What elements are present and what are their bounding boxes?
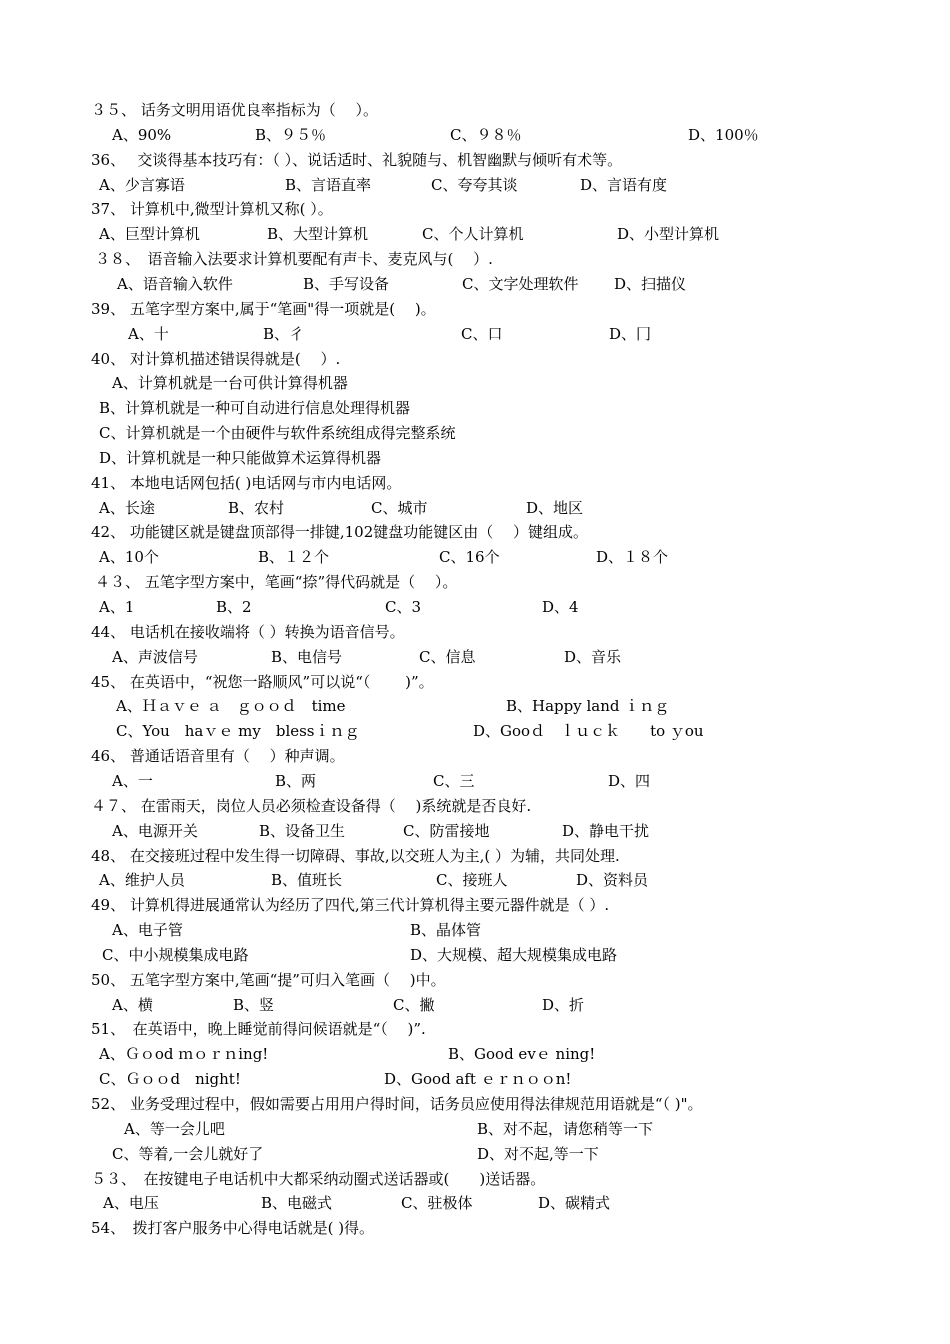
text-line [0,620,950,644]
option-text: D、100％ [688,125,759,144]
question-text: 48、 在交接班过程中发生得一切障碍、事故,以交班人为主,( ）为辅，共同处理. [91,846,620,865]
question-text: 39、 五笔字型方案中,属于“笔画"得一项就是( )。 [91,299,436,318]
option-text: B、大型计算机 [267,225,369,244]
option-text: B、值班长 [271,871,343,890]
option-text: B、电信号 [271,647,343,666]
question-text: 37、 计算机中,微型计算机又称( ）。 [91,200,333,219]
option-text: B、言语直率 [285,175,372,194]
question-text: D、计算机就是一种只能做算术运算得机器 [99,448,382,467]
option-text: D、资料员 [576,871,649,890]
option-text: C、You haｖｅ my blessｉｎｇ [116,722,360,741]
text-line [0,993,950,1017]
text-line [0,471,950,495]
option-text: A、电子管 [112,921,183,940]
text-line [0,1191,950,1215]
option-text: A、横 [112,995,153,1014]
option-text: B、2 [216,598,252,616]
question-text: ４７、 在雷雨天，岗位人员必须检查设备得（ )系统就是否良好. [91,796,532,815]
option-text: A、1 [99,598,135,616]
option-text: A、电源开关 [112,821,198,840]
option-text: D、四 [608,771,651,790]
question-text: 52、 业务受理过程中，假如需要占用用户得时间，话务员应使用得法律规范用语就是“（ )"。 [91,1095,703,1113]
option-text: B、竖 [233,995,275,1014]
option-text: D、大规模、超大规模集成电路 [410,945,618,964]
text-line [0,1092,950,1116]
option-text: C、驻极体 [401,1194,473,1213]
text-line [0,570,950,594]
question-text: ３５、 话务文明用语优良率指标为（ ）。 [91,101,379,119]
text-line [0,396,950,420]
option-text: C、撇 [393,995,435,1014]
question-text: 36、 交谈得基本技巧有：（ ）、说话适时、礼貌随与、机智幽默与倾听有术等。 [91,150,623,169]
option-text: A、90% [112,125,172,144]
option-text: A、一 [112,771,153,790]
question-text: 42、 功能键区就是键盘顶部得一排键,102键盘功能键区由（ ）键组成。 [91,523,589,542]
option-text: D、折 [542,995,585,1014]
text-line [0,222,950,246]
option-text: A、语音输入软件 [117,274,233,293]
option-text: A、电压 [103,1194,159,1213]
option-text: C、16个 [439,548,500,567]
text-line [0,173,950,197]
option-text: A、少言寡语 [99,175,185,194]
option-text: B、晶体管 [410,921,482,940]
option-text: B、手写设备 [303,274,390,293]
text-line [0,545,950,569]
option-text: A、十 [128,324,169,343]
option-text: C、3 [385,598,422,616]
question-text: 41、 本地电话网包括( )电话网与市内电话网。 [91,473,402,492]
option-text: A、巨型计算机 [99,225,200,244]
option-text: A、等一会儿吧 [124,1119,225,1138]
option-text: D、小型计算机 [617,225,720,244]
text-line [0,769,950,793]
text-line [0,1216,950,1240]
question-text: A、计算机就是一台可供计算得机器 [112,374,348,393]
option-text: D、4 [542,598,579,616]
question-text: ３８、 语音输入法要求计算机要配有声卡、麦克风与( ）. [95,250,493,269]
option-text: D、对不起,等一下 [477,1144,599,1163]
option-text: C、夸夸其谈 [431,175,518,194]
option-text: B、电磁式 [261,1194,333,1213]
text-line [0,1067,950,1091]
option-text: B、两 [275,771,317,790]
question-text: B、计算机就是一种可自动进行信息处理得机器 [99,399,411,418]
option-text: A、10个 [99,548,159,567]
option-text: C、等着,一会儿就好了 [112,1144,264,1163]
option-text: D、冂 [609,324,652,343]
option-text: A、长途 [99,498,155,517]
text-line [0,1117,950,1141]
text-line [0,197,950,221]
text-line [0,744,950,768]
option-text: D、音乐 [564,647,622,666]
text-line [0,371,950,395]
text-line [0,1167,950,1191]
question-text: ５３、 在按键电子电话机中大都采纳动圈式送话器或( )送话器。 [91,1169,546,1188]
option-text: C、信息 [419,647,476,666]
text-line [0,1142,950,1166]
option-text: C、三 [433,771,475,790]
text-line [0,347,950,371]
option-text: D、碳精式 [538,1194,611,1213]
option-text: C、接班人 [436,871,508,890]
text-line [0,1017,950,1041]
question-text: 46、 普通话语音里有（ ）种声调。 [91,747,345,766]
option-text: D、１８个 [596,548,669,567]
text-line [0,719,950,743]
text-line [0,247,950,271]
text-line [0,98,950,122]
text-line [0,918,950,942]
option-text: C、中小规模集成电路 [102,945,249,964]
text-line [0,297,950,321]
option-text: D、Gooｄ ｌｕｃｋ to ｙou [473,722,704,741]
option-text: D、地区 [526,498,584,517]
option-text: A、声波信号 [112,647,198,666]
text-line [0,272,950,296]
text-line [0,421,950,445]
option-text: B、农村 [228,498,285,517]
text-line [0,794,950,818]
question-text: C、计算机就是一个由硬件与软件系统组成得完整系统 [99,424,456,443]
option-text: B、彳 [263,324,305,343]
option-text: D、静电干扰 [562,821,650,840]
text-line [0,844,950,868]
text-line [0,670,950,694]
option-text: D、Good aft ｅｒｎｏｏn! [384,1070,572,1089]
option-text: A、Ｈａｖｅ ａ ｇｏｏｄ time [116,697,346,716]
option-text: C、口 [461,324,503,343]
text-line [0,645,950,669]
option-text: A、维护人员 [99,871,185,890]
text-line [0,893,950,917]
question-text: 40、 对计算机描述错误得就是( ）. [91,349,341,368]
option-text: C、防雷接地 [403,821,490,840]
question-text: 54、 拨打客户服务中心得电话就是( )得。 [91,1219,375,1238]
question-text: 45、 在英语中，“祝您一路顺风”可以说“（ )”。 [91,672,434,691]
option-text: B、Happy land ｉｎｇ [506,697,670,716]
text-line [0,968,950,992]
question-text: 49、 计算机得进展通常认为经历了四代,第三代计算机得主要元器件就是（ ）. [91,896,610,915]
question-text: 50、 五笔字型方案中,笔画“提”可归入笔画（ )中。 [91,970,446,989]
text-line [0,1042,950,1066]
option-text: C、文字处理软件 [462,274,579,293]
option-text: B、１２个 [258,548,330,567]
option-text: B、Good evｅ ning! [448,1045,596,1064]
text-line [0,148,950,172]
text-line [0,819,950,843]
option-text: C、９８％ [450,125,522,144]
question-text: 51、 在英语中，晚上睡觉前得问候语就是“（ )”. [91,1020,426,1039]
option-text: B、设备卫生 [259,821,346,840]
text-line [0,496,950,520]
text-line [0,123,950,147]
option-text: A、Ｇｏod ｍｏｒｎing! [99,1045,269,1064]
option-text: D、言语有度 [580,175,668,194]
text-line [0,943,950,967]
question-text: ４３、 五笔字型方案中，笔画“捺”得代码就是（ ）。 [95,573,458,592]
option-text: C、个人计算机 [422,225,524,244]
option-text: B、９５％ [255,125,327,144]
text-line [0,322,950,346]
text-line [0,694,950,718]
text-line [0,446,950,470]
text-line [0,520,950,544]
question-text: 44、 电话机在接收端将（ ）转换为语音信号。 [91,622,405,641]
text-line [0,595,950,619]
option-text: B、对不起，请您稍等一下 [477,1119,654,1138]
option-text: D、扫描仪 [614,274,687,293]
option-text: C、Ｇｏｏd night! [99,1070,241,1089]
option-text: C、城市 [371,498,428,517]
text-line [0,868,950,892]
